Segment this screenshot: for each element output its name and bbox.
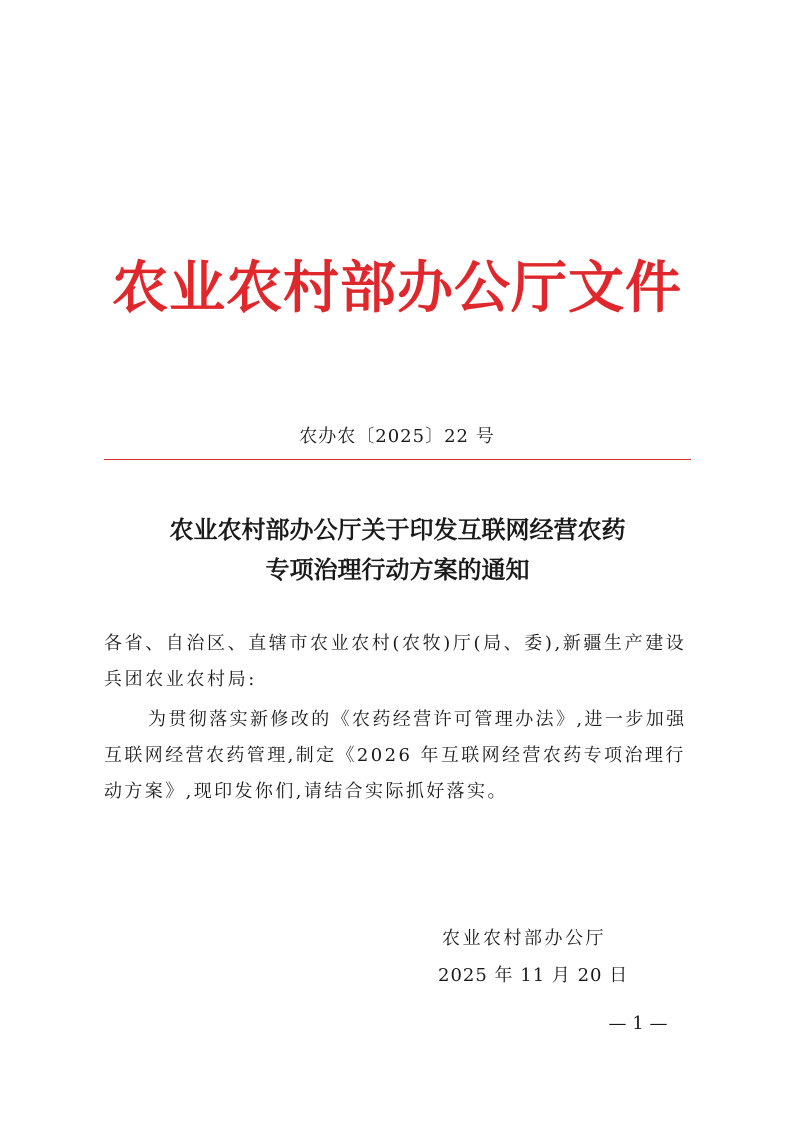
addressee-paragraph: 各省、自治区、直辖市农业农村(农牧)厅(局、委),新疆生产建设兵团农业农村局: [104, 633, 687, 690]
body-paragraph: 为贯彻落实新修改的《农药经营许可管理办法》,进一步加强互联网经营农药管理,制定《2026 年互联网经营农药专项治理行动方案》,现印发你们,请结合实际抓好落实。 [104, 709, 687, 802]
issue-date: 2025 年 11 月 20 日 [438, 965, 629, 986]
notice-title [104, 510, 691, 590]
page-number: — 1 — [608, 1013, 668, 1034]
notice-title-line-1: 农业农村部办公厅关于印发互联网经营农药 [169, 515, 626, 544]
document-number: 农办农〔2025〕22 号 [299, 426, 495, 447]
issuing-office: 农业农村部办公厅 [442, 928, 606, 949]
document-header-title: 农业农村部办公厅文件 [112, 255, 682, 321]
notice-title-line-2: 专项治理行动方案的通知 [265, 555, 530, 584]
red-separator-line [104, 459, 691, 460]
